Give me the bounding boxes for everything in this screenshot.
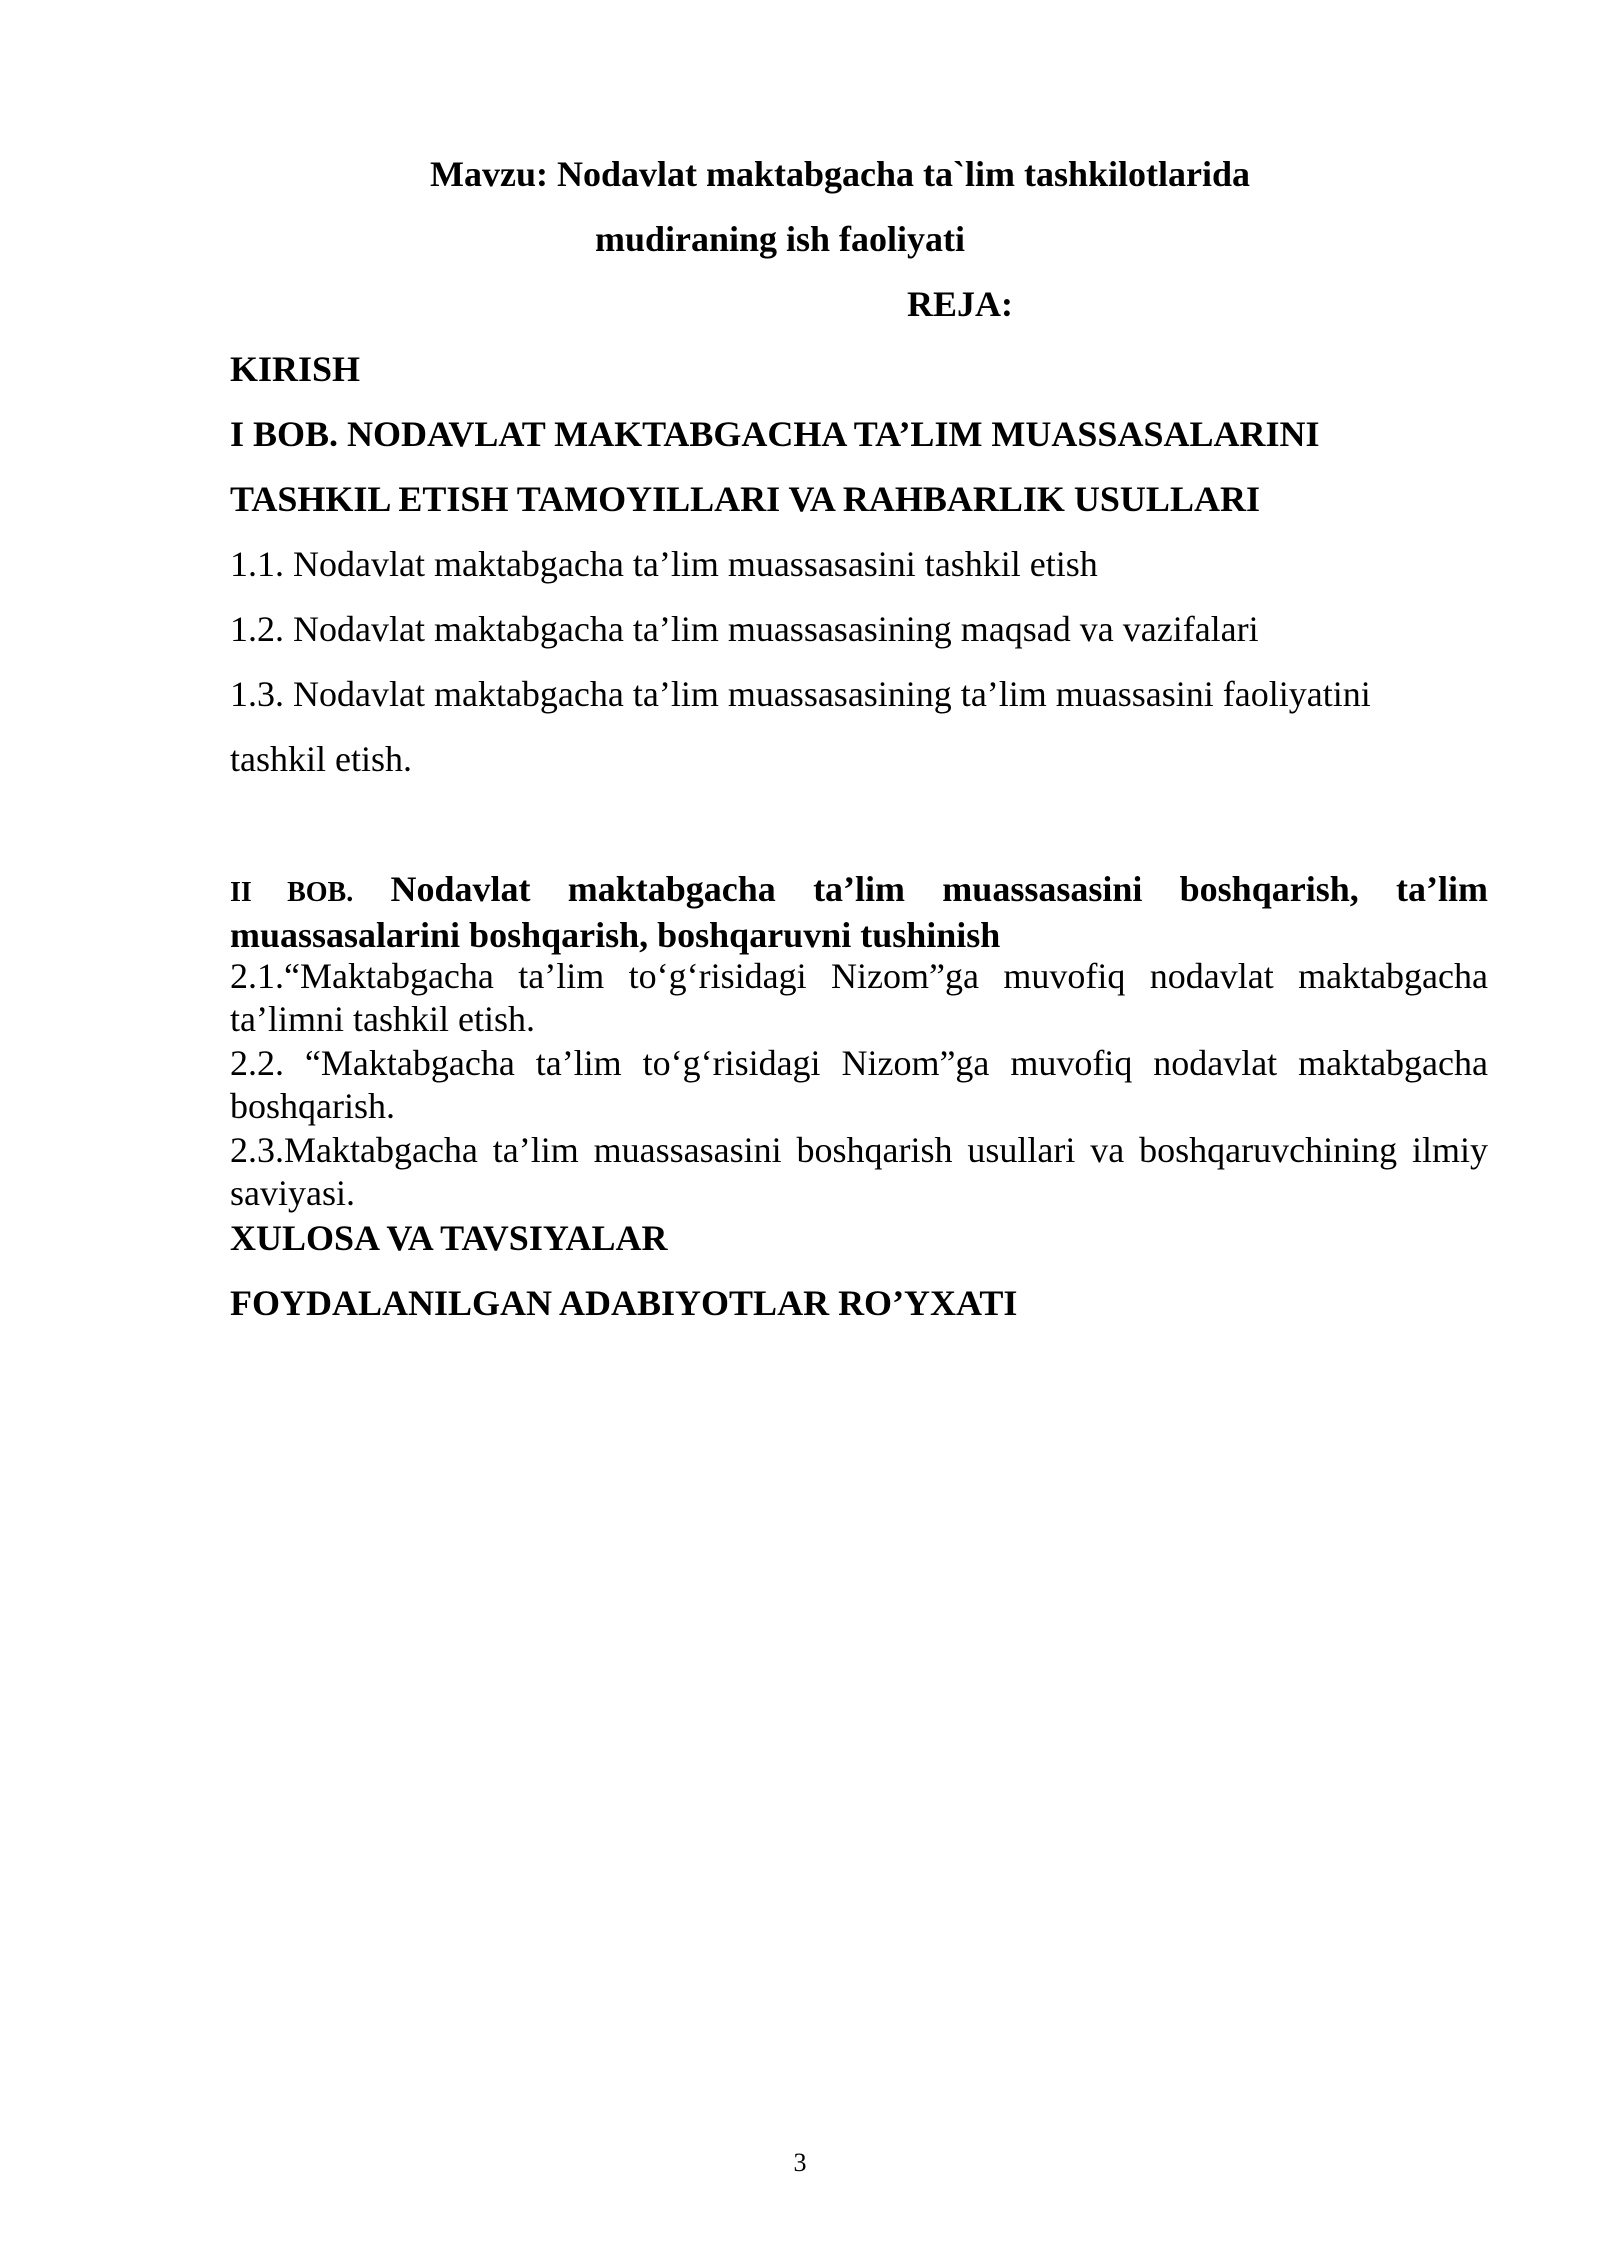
- chapter1-heading-line-2: TASHKIL ETISH TAMOYILLARI VA RAHBARLIK USULLARI: [230, 479, 1260, 519]
- title-line-1: Mavzu: Nodavlat maktabgacha ta`lim tashkilotlarida: [430, 154, 1251, 194]
- chapter1-item-3: 1.3. Nodavlat maktabgacha ta’lim muassasasining ta’lim muassasini faoliyatini: [230, 674, 1371, 714]
- chapter1-item-3-continued: tashkil etish.: [230, 739, 412, 779]
- chapter1-item-2: 1.2. Nodavlat maktabgacha ta’lim muassasasining maqsad va vazifalari: [230, 609, 1259, 649]
- title-line-2: mudiraning ish faoliyati: [594, 219, 966, 259]
- chapter1-heading-line-1: I BOB. NODAVLAT MAKTABGACHA TA’LIM MUASSASALARINI: [230, 414, 1320, 454]
- conclusion-heading: XULOSA VA TAVSIYALAR: [230, 1218, 668, 1258]
- chapter2-heading-text: Nodavlat maktabgacha ta’lim muassasasini boshqarish, ta’lim muassasalarini boshqarish, boshqaruvni tushinish: [230, 869, 1488, 955]
- chapter2-item-3: 2.3.Maktabgacha ta’lim muassasasini boshqarish usullari va boshqaruvchining ilmiy saviyasi.: [230, 1130, 1488, 1213]
- intro-heading: KIRISH: [230, 349, 361, 389]
- chapter2-heading: [230, 868, 1488, 957]
- chapter1-item-1: 1.1. Nodavlat maktabgacha ta’lim muassasasini tashkil etish: [230, 544, 1098, 584]
- plan-heading: REJA:: [907, 284, 1013, 324]
- chapter2-prefix: II BOB.: [230, 877, 354, 908]
- chapter2-item-2: 2.2. “Maktabgacha ta’lim to‘g‘risidagi Nizom”ga muvofiq nodavlat maktabgacha boshqarish.: [230, 1043, 1488, 1126]
- references-heading: FOYDALANILGAN ADABIYOTLAR RO’YXATI: [230, 1283, 1018, 1323]
- chapter2-item-1: 2.1.“Maktabgacha ta’lim to‘g‘risidagi Nizom”ga muvofiq nodavlat maktabgacha ta’limni tashkil etish.: [230, 956, 1488, 1039]
- page-number: 3: [793, 2148, 807, 2177]
